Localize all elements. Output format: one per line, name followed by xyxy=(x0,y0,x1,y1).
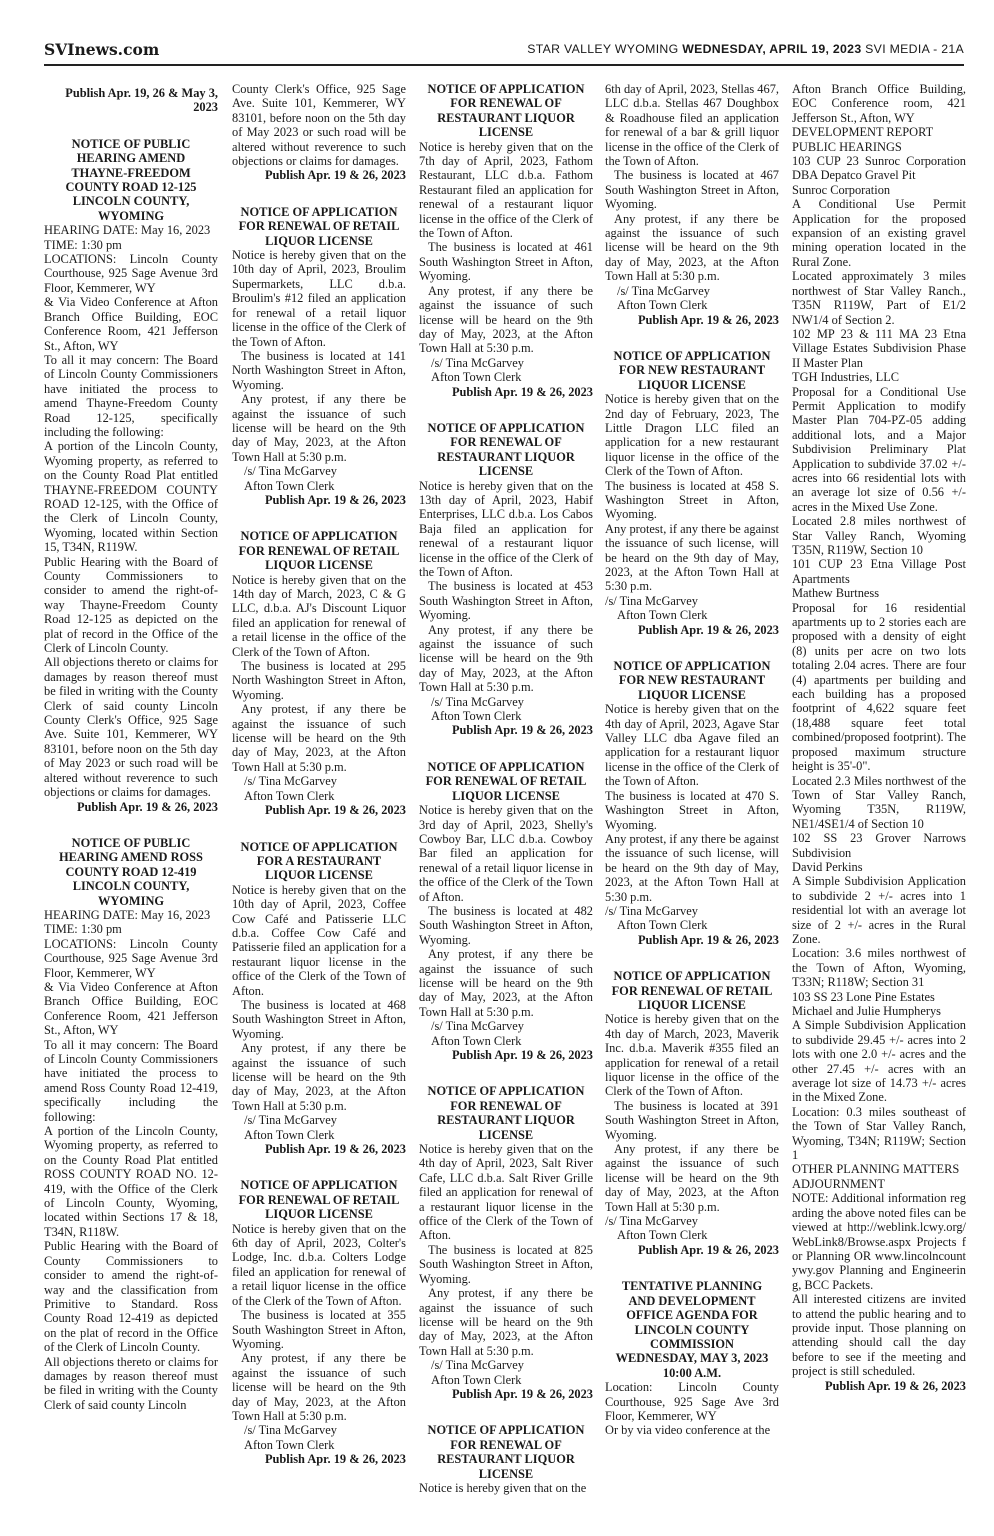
publish-line: Publish Apr. 19 & 26, 2023 xyxy=(451,723,593,738)
folio-paper: STAR VALLEY WYOMING xyxy=(527,42,683,56)
hearing-video: & Via Video Conference at Afton Branch Office Building, EOC Conference Room, 421 Jefferson St., Afton, WY xyxy=(44,295,218,353)
hearing-location: LOCATIONS: Lincoln County Courthouse, 925 Sage Avenue 3rd Floor, Kemmerer, WY xyxy=(44,252,218,295)
notice-paragraph: A portion of the Lincoln County, Wyoming property, as referred to on the County Road Plat entitled THAYNE-FREEDOM COUNTY ROAD 12-125, with the Office of the Clerk of Lincoln County, Wyoming, located within Section 15, T34N, R119W. xyxy=(44,439,218,555)
signature: /s/ Tina McGarvey xyxy=(617,283,710,298)
notice-paragraph: Notice is hereby given that on the 10th day of April, 2023, Coffee Cow Café and Patisserie LLC d.b.a. Coffee Cow Café and Patisserie filed an application for a restaurant liquor license in the office of the Clerk of the Town of Afton. xyxy=(232,882,406,998)
notice-paragraph: All objections thereto or claims for damages by reason thereof must be filed in writing with the County Clerk of said county Lincoln xyxy=(44,1354,218,1412)
notice-paragraph: Notice is hereby given that on the 10th day of April, 2023, Broulim Supermarkets, LLC d.b.a. Broulim's #12 filed an application for renewal of a retail liquor license in the office of the Clerk of the Town of Afton. xyxy=(232,248,406,349)
notice-paragraph: The business is located at 470 S. Washington Street in Afton, Wyoming. xyxy=(605,788,779,832)
publish-line: Publish Apr. 19 & 26, 2023 xyxy=(637,932,779,947)
notice-heading: NOTICE OF APPLICATION FOR RENEWAL OF RESTAURANT LIQUOR LICENSE xyxy=(427,1423,585,1481)
hearing-location: LOCATIONS: Lincoln County Courthouse, 925 Sage Avenue 3rd Floor, Kemmerer, WY xyxy=(44,936,218,980)
publish-line: Publish Apr. 19 & 26, 2023 xyxy=(637,622,779,637)
agenda-applicant: Mathew Burtness xyxy=(792,586,880,601)
notice-paragraph: Any protest, if any there be against the issuance of such license will be heard on the 9th day of May, 2023, at the Afton Town Hall at 5:30 p.m. xyxy=(419,283,593,356)
site-name[interactable]: SVInews.com xyxy=(44,40,160,59)
hearing-date: HEARING DATE: May 16, 2023 xyxy=(44,223,211,238)
publish-line: Publish Apr. 19 & 26, 2023 xyxy=(264,1142,406,1157)
agenda-video: Or by via video conference at the xyxy=(605,1423,771,1438)
notice-paragraph: Public Hearing with the Board of County Commissioners to consider to amend the right-of-way and the classification from Primitive to Standard. Ross County Road 12-419 as depicted on the plat of record in the Office of the Clerk of Lincoln County. xyxy=(44,1239,218,1355)
column-5 xyxy=(792,82,966,1532)
notice-paragraph: Notice is hereby given that on the 3rd day of April, 2023, Shelly's Cowboy Bar, LLC d.b.a. Cowboy Bar filed an application for renewal of a retail liquor license in the office of the Clerk of the Town of Afton. xyxy=(419,803,593,904)
publish-line: Publish Apr. 19 & 26, 2023 xyxy=(637,312,779,327)
notice-heading: NOTICE OF PUBLIC HEARING AMEND THAYNE-FREEDOM COUNTY ROAD 12-125 LINCOLN COUNTY, WYOMING xyxy=(65,136,197,223)
notice-heading: NOTICE OF APPLICATION FOR RENEWAL OF RETAIL LIQUOR LICENSE xyxy=(238,204,400,248)
signature-title: Afton Town Clerk xyxy=(617,918,708,933)
signature: /s/ Tina McGarvey xyxy=(431,1358,524,1373)
hearing-time: TIME: 1:30 pm xyxy=(44,922,122,937)
notice-paragraph: Any protest, if any there be against the issuance of such license will be heard on the 9th day of May, 2023, at the Afton Town Hall at 5:30 p.m. xyxy=(419,1286,593,1358)
signature-title: Afton Town Clerk xyxy=(431,709,522,724)
agenda-text: A Conditional Use Permit Application for the proposed expansion of an existing gravel mining operation located in the Rural Zone. xyxy=(792,197,966,269)
publish-line: Publish Apr. 19 & 26, 2023 xyxy=(264,803,406,818)
notice-paragraph: The business is located at 468 South Washington Street in Afton, Wyoming. xyxy=(232,997,406,1041)
notice-heading: NOTICE OF APPLICATION FOR RENEWAL OF RETAIL LIQUOR LICENSE xyxy=(425,759,587,803)
signature: /s/ Tina McGarvey xyxy=(244,464,337,479)
agenda-section: OTHER PLANNING MATTERS xyxy=(792,1162,960,1177)
agenda-text: Located 2.3 Miles northwest of the Town of Star Valley Ranch, Wyoming T35N, R119W, NE1/4SE1/4 of Section 10 xyxy=(792,773,966,831)
agenda-item-title: 101 CUP 23 Etna Village Post Apartments xyxy=(792,557,966,586)
notice-heading: NOTICE OF APPLICATION FOR RENEWAL OF RESTAURANT LIQUOR LICENSE xyxy=(427,1084,585,1142)
hearing-video: & Via Video Conference at Afton Branch Office Building, EOC Conference Room, 421 Jefferson St., Afton, WY xyxy=(44,979,218,1038)
notice-paragraph: The business is located at 141 North Washington Street in Afton, Wyoming. xyxy=(232,348,406,392)
column-4 xyxy=(605,82,779,1532)
signature: /s/ Tina McGarvey xyxy=(244,1113,337,1128)
notice-paragraph: Any protest, if any there be against the issuance of such license will be heard on the 9th day of May, 2023, at the Afton Town Hall at 5:30 p.m. xyxy=(232,702,406,774)
signature: /s/ Tina McGarvey xyxy=(605,1214,698,1229)
column-1 xyxy=(44,82,218,1532)
folio-line xyxy=(527,42,964,56)
notice-paragraph: The business is located at 825 South Washington Street in Afton, Wyoming. xyxy=(419,1242,593,1286)
notice-heading: NOTICE OF APPLICATION FOR RENEWAL OF RESTAURANT LIQUOR LICENSE xyxy=(427,420,585,479)
notice-paragraph: Any protest, if any there be against the issuance of such license will be heard on the 9th day of May, 2023, at the Afton Town Hall at 5:30 p.m. xyxy=(605,211,779,284)
signature-title: Afton Town Clerk xyxy=(244,478,335,493)
agenda-applicant: TGH Industries, LLC xyxy=(792,370,900,385)
signature-title: Afton Town Clerk xyxy=(431,1372,522,1387)
signature-title: Afton Town Clerk xyxy=(244,1437,335,1452)
notice-heading: NOTICE OF APPLICATION FOR RENEWAL OF RESTAURANT LIQUOR LICENSE xyxy=(427,82,585,140)
signature: /s/ Tina McGarvey xyxy=(244,774,337,789)
agenda-item-title: 103 CUP 23 Sunroc Corporation DBA Depatco Gravel Pit xyxy=(792,154,966,183)
notice-paragraph: Notice is hereby given that on the 4th day of April, 2023, Salt River Cafe, LLC d.b.a. Salt River Grille filed an application for renewal of a restaurant liquor license in the office of the Clerk of the Town of Afton. xyxy=(419,1142,593,1243)
publish-line: Publish Apr. 19 & 26, 2023 xyxy=(264,168,406,183)
notice-heading: NOTICE OF APPLICATION FOR NEW RESTAURANT LIQUOR LICENSE xyxy=(613,348,771,392)
signature: /s/ Tina McGarvey xyxy=(431,355,524,370)
notice-paragraph: Any protest, if any there be against the issuance of such license will be heard on the 9th day of May, 2023, at the Afton Town Hall at 5:30 p.m. xyxy=(605,1142,779,1214)
publish-line: Publish Apr. 19 & 26, 2023 xyxy=(264,1452,406,1467)
publish-line: Publish Apr. 19 & 26, 2023 xyxy=(451,1386,593,1401)
notice-paragraph: The business is located at 355 South Washington Street in Afton, Wyoming. xyxy=(232,1308,406,1351)
notice-heading: NOTICE OF APPLICATION FOR RENEWAL OF RETAIL LIQUOR LICENSE xyxy=(238,529,400,573)
agenda-section: PUBLIC HEARINGS xyxy=(792,139,902,154)
hearing-time: TIME: 1:30 pm xyxy=(44,237,122,252)
notice-paragraph: The business is located at 391 South Washington Street in Afton, Wyoming. xyxy=(605,1098,779,1142)
publish-line: Publish Apr. 19 & 26, 2023 xyxy=(637,1242,779,1257)
notice-heading: NOTICE OF APPLICATION FOR RENEWAL OF RETAIL LIQUOR LICENSE xyxy=(238,1178,400,1222)
page-header xyxy=(44,40,964,66)
signature: /s/ Tina McGarvey xyxy=(244,1423,337,1438)
notice-paragraph: Notice is hereby given that on the xyxy=(419,1480,587,1495)
notice-paragraph: Any protest, if any there be against the issuance of such license will be heard on the 9th day of May, 2023, at the Afton Town Hall at 5:30 p.m. xyxy=(232,1351,406,1423)
agenda-location: Location: Lincoln County Courthouse, 925 Sage Ave 3rd Floor, Kemmerer, WY xyxy=(605,1380,779,1423)
agenda-text: Proposal for a Conditional Use Permit Application to modify Master Plan 704-PZ-05 adding additional lots, and a Major Subdivision Preliminary Plat Application to subdivide 37.02 +/- acres into 66 residential lots with an average lot size of 0.56 +/- acres in the Mixed Use Zone. xyxy=(792,384,966,514)
notice-paragraph: A portion of the Lincoln County, Wyoming property, as referred to on the County Road Plat entitled ROSS COUNTY ROAD NO. 12-419, with the Office of the Clerk of Lincoln County, Wyoming, located within Sections 17 & 18, T34N, R118W. xyxy=(44,1124,218,1239)
publish-line: Publish Apr. 19 & 26, 2023 xyxy=(451,1048,593,1062)
signature-title: Afton Town Clerk xyxy=(244,1127,335,1142)
notice-paragraph: To all it may concern: The Board of Lincoln County Commissioners have initiated the process to amend Thayne-Freedom County Road 12-125, specifically including the following: xyxy=(44,352,218,439)
hearing-date: HEARING DATE: May 16, 2023 xyxy=(44,907,211,922)
publish-line: Publish Apr. 19, 26 & May 3, 2023 xyxy=(65,86,218,115)
notice-paragraph: All objections thereto or claims for damages by reason thereof must be filed in writing with the County Clerk of said county Lincoln County Clerk's Office, 925 Sage Ave. Suite 101, Kemmerer, WY 83101, before noon on the 5th day of May 2023 or such road will be altered without reverence to such objections or claims for damages. xyxy=(44,655,218,800)
signature: /s/ Tina McGarvey xyxy=(605,593,698,608)
notice-paragraph: The business is located at 458 S. Washington Street in Afton, Wyoming. xyxy=(605,478,779,522)
agenda-heading: TENTATIVE PLANNING AND DEVELOPMENT OFFICE AGENDA FOR LINCOLN COUNTY COMMISSION WEDNESDAY, MAY 3, 2023 10:00 A.M. xyxy=(615,1279,769,1380)
notice-paragraph: 6th day of April, 2023, Stellas 467, LLC d.b.a. Stellas 467 Doughbox & Roadhouse filed an application for renewal of a bar & grill liquor license in the office of the Clerk of the Town of Afton. xyxy=(605,82,779,169)
notice-paragraph: Notice is hereby given that on the 14th day of March, 2023, C & G LLC, d.b.a. AJ's Discount Liquor filed an application for renewal of a retail license in the office of the Clerk of the Town of Afton. xyxy=(232,572,406,659)
notice-paragraph: County Clerk's Office, 925 Sage Ave. Suite 101, Kemmerer, WY 83101, before noon on the 5th day of May 2023 or such road will be altered without reverence to such objections or claims for damages. xyxy=(232,82,406,169)
notice-paragraph: Any protest, if any there be against the issuance of such license will be heard on the 9th day of May, 2023, at the Afton Town Hall at 5:30 p.m. xyxy=(232,1041,406,1113)
notice-paragraph: Any protest, if any there be against the issuance of such license, will be heard on the 9th day of May, 2023, at the Afton Town Hall at 5:30 p.m. xyxy=(605,521,779,594)
notice-paragraph: Any protest, if any there be against the issuance of such license will be heard on the 9th day of May, 2023, at the Afton Town Hall at 5:30 p.m. xyxy=(232,392,406,464)
notice-paragraph: The business is located at 467 South Washington Street in Afton, Wyoming. xyxy=(605,168,779,212)
notice-paragraph: Notice is hereby given that on the 13th day of April, 2023, Habif Enterprises, LLC d.b.a. Los Cabos Baja filed an application for renewal of a restaurant liquor license in the office of the Clerk of the Town of Afton. xyxy=(419,478,593,579)
notice-paragraph: Any protest, if any there be against the issuance of such license will be heard on the 9th day of May, 2023, at the Afton Town Hall at 5:30 p.m. xyxy=(419,947,593,1019)
notice-paragraph: Notice is hereby given that on the 7th day of April, 2023, Fathom Restaurant, LLC d.b.a. Fathom Restaurant filed an application for renewal of a restaurant liquor license in the office of the Clerk of the Town of Afton. xyxy=(419,139,593,241)
agenda-text: Afton Branch Office Building, EOC Conference room, 421 Jefferson St., Afton, WY xyxy=(792,82,966,125)
signature-title: Afton Town Clerk xyxy=(617,1228,708,1243)
notice-paragraph: The business is located at 482 South Washington Street in Afton, Wyoming. xyxy=(419,903,593,947)
column-3 xyxy=(419,82,593,1532)
notice-paragraph: The business is located at 295 North Washington Street in Afton, Wyoming. xyxy=(232,659,406,702)
signature-title: Afton Town Clerk xyxy=(617,298,708,313)
agenda-applicant: David Perkins xyxy=(792,859,863,874)
notice-paragraph: Notice is hereby given that on the 2nd day of February, 2023, The Little Dragon LLC filed an application for a new restaurant liquor license in the office of the Clerk of the Town of Afton. xyxy=(605,392,779,479)
publish-line: Publish Apr. 19 & 26, 2023 xyxy=(451,384,593,399)
agenda-applicant: Michael and Julie Humpherys xyxy=(792,1004,941,1018)
agenda-section: ADJOURNMENT xyxy=(792,1176,885,1191)
notice-heading: NOTICE OF PUBLIC HEARING AMEND ROSS COUNTY ROAD 12-419 LINCOLN COUNTY, WYOMING xyxy=(59,835,203,908)
folio-page: SVI MEDIA - 21A xyxy=(861,42,964,56)
agenda-note: NOTE: Additional information regarding the above noted files can be viewed at http://weblink.lcwy.org/WebLink8/Browse.aspx Projects for Planning OR www.lincolncountywy.gov Planning and Engineering, BCC Packets. xyxy=(792,1191,966,1292)
agenda-applicant: Sunroc Corporation xyxy=(792,182,891,197)
agenda-text: Proposal for 16 residential apartments up to 2 stories each are proposed with a density of eight (8) units per acre on two lots totaling 2.04 acres. There are four (4) apartments per building and each building has a proposed footprint of 4,622 square feet (18,488 square feet total combined/proposed footprint). The proposed maximum structure height is 35'-0". xyxy=(792,600,966,774)
notice-paragraph: Notice is hereby given that on the 4th day of March, 2023, Maverik Inc. d.b.a. Maverik #355 filed an application for renewal of a retail liquor license in the office of the Clerk of the Town of Afton. xyxy=(605,1012,779,1099)
notice-paragraph: Any protest, if any there be against the issuance of such license will be heard on the 9th day of May, 2023, at the Afton Town Hall at 5:30 p.m. xyxy=(419,622,593,695)
signature-title: Afton Town Clerk xyxy=(617,608,708,623)
notice-heading: NOTICE OF APPLICATION FOR NEW RESTAURANT LIQUOR LICENSE xyxy=(613,659,771,702)
notice-paragraph: Notice is hereby given that on the 4th day of April, 2023, Agave Star Valley LLC dba Agave filed an application for a restaurant liquor license in the office of the Clerk of the Town of Afton. xyxy=(605,702,779,789)
agenda-text: A Simple Subdivision Application to subdivide 2 +/- acres into 1 residential lot with an average lot size of 2 +/- acres in the Rural Zone. xyxy=(792,874,966,946)
signature-title: Afton Town Clerk xyxy=(431,370,522,385)
column-2 xyxy=(232,82,406,1532)
notice-paragraph: Public Hearing with the Board of County Commissioners to consider to amend the right-of-way Thayne-Freedom County Road 12-125 as depicted on the plat of record in the Office of the Clerk of Lincoln County. xyxy=(44,554,218,656)
signature: /s/ Tina McGarvey xyxy=(605,903,698,918)
agenda-text: Located approximately 3 miles northwest of Star Valley Ranch., T35N R119W, Part of E1/2 NW1/4 of Section 2. xyxy=(792,269,966,327)
agenda-text: A Simple Subdivision Application to subdivide 29.45 +/- acres into 2 lots with one 2.0 +/- acres and the other 27.45 +/- acres with an average lot size of 14.73 +/- acres in the Mixed Zone. xyxy=(792,1018,966,1105)
notice-paragraph: The business is located at 453 South Washington Street in Afton, Wyoming. xyxy=(419,579,593,623)
publish-line: Publish Apr. 19 & 26, 2023 xyxy=(76,799,218,814)
signature-title: Afton Town Clerk xyxy=(431,1033,522,1048)
signature-title: Afton Town Clerk xyxy=(244,788,335,803)
notice-paragraph: The business is located at 461 South Washington Street in Afton, Wyoming. xyxy=(419,240,593,284)
notice-paragraph: Notice is hereby given that on the 6th day of April, 2023, Colter's Lodge, Inc. d.b.a. Colters Lodge filed an application for renewal of a retail liquor license in the office of the Clerk of the Town of Afton. xyxy=(232,1221,406,1308)
agenda-text: Location: 0.3 miles southeast of the Town of Star Valley Ranch, Wyoming, T34N; R119W; Section 1 xyxy=(792,1104,966,1163)
agenda-text: Located 2.8 miles northwest of Star Valley Ranch, Wyoming T35N, R119W, Section 10 xyxy=(792,514,966,557)
signature: /s/ Tina McGarvey xyxy=(431,1019,524,1034)
agenda-text: Location: 3.6 miles northwest of the Town of Afton, Wyoming, T33N; R118W; Section 31 xyxy=(792,946,966,990)
agenda-item-title: 102 SS 23 Grover Narrows Subdivision xyxy=(792,831,966,860)
agenda-item-title: 103 SS 23 Lone Pine Estates xyxy=(792,989,935,1004)
agenda-item-title: 102 MP 23 & 111 MA 23 Etna Village Estates Subdivision Phase II Master Plan xyxy=(792,326,966,370)
notice-paragraph: To all it may concern: The Board of Lincoln County Commissioners have initiated the process to amend Ross County Road 12-419, specifically including the following: xyxy=(44,1037,218,1124)
notice-heading: NOTICE OF APPLICATION FOR A RESTAURANT LIQUOR LICENSE xyxy=(240,839,398,883)
publish-line: Publish Apr. 19 & 26, 2023 xyxy=(824,1378,966,1393)
agenda-text: All interested citizens are invited to attend the public hearing and to provide input. Those planning on attending should call the day before to see if the meeting and project is still scheduled. xyxy=(792,1292,966,1379)
agenda-section: DEVELOPMENT REPORT xyxy=(792,125,934,140)
publish-line: Publish Apr. 19 & 26, 2023 xyxy=(264,492,406,507)
notice-heading: NOTICE OF APPLICATION FOR RENEWAL OF RETAIL LIQUOR LICENSE xyxy=(611,969,773,1012)
notice-paragraph: Any protest, if any there be against the issuance of such license, will be heard on the 9th day of May, 2023, at the Afton Town Hall at 5:30 p.m. xyxy=(605,831,779,904)
signature: /s/ Tina McGarvey xyxy=(431,694,524,709)
folio-date: WEDNESDAY, APRIL 19, 2023 xyxy=(682,42,862,56)
